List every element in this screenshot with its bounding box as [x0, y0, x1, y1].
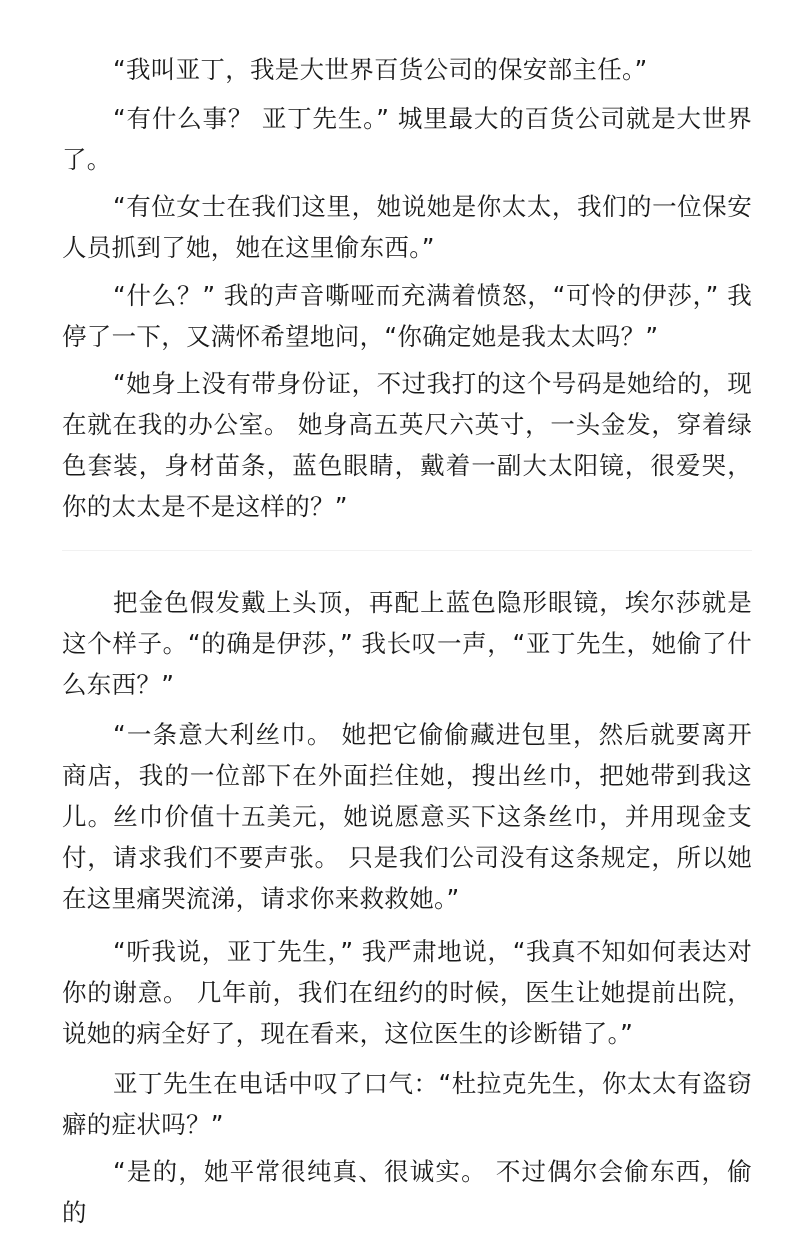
paragraph-10: “是的，她平常很纯真、很诚实。 不过偶尔会偷东西，偷的 [62, 1157, 752, 1227]
paragraph-3: “有位女士在我们这里，她说她是你太太，我们的一位保安人员抓到了她，她在这里偷东西。” [62, 192, 752, 262]
paragraph-9: 亚丁先生在电话中叹了口气：“杜拉克先生，你太太有盗窃癖的症状吗？” [62, 1069, 752, 1139]
paragraph-7: “一条意大利丝巾。 她把它偷偷藏进包里，然后就要离开商店，我的一位部下在外面拦住她，搜出丝巾，把她带到我这儿。丝巾价值十五美元，她说愿意买下这条丝巾，并用现金支付，请求我们不要声张。 只是我们公司没有这条规定，所以她在这里痛哭流涕，请求你来救救她。” [62, 720, 752, 913]
paragraph-6: 把金色假发戴上头顶，再配上蓝色隐形眼镜，埃尔莎就是这个样子。“的确是伊莎，” 我长叹一声，“亚丁先生，她偷了什么东西？” [62, 588, 752, 699]
paragraph-1: “我叫亚丁，我是大世界百货公司的保安部主任。” [113, 55, 648, 84]
paragraph-8: “听我说，亚丁先生，” 我严肃地说，“我真不知如何表达对你的谢意。 几年前，我们在纽约的时候，医生让她提前出院，说她的病全好了，现在看来，这位医生的诊断错了。” [62, 937, 752, 1048]
paragraph-2: “有什么事？ 亚丁先生。” 城里最大的百货公司就是大世界了。 [62, 104, 752, 174]
section-gap [62, 550, 752, 551]
paragraph-4: “什么？” 我的声音嘶哑而充满着愤怒，“可怜的伊莎，” 我停了一下，又满怀希望地问，“你确定她是我太太吗？” [62, 281, 752, 351]
paragraph-5: “她身上没有带身份证，不过我打的这个号码是她给的，现在就在我的办公室。 她身高五英尺六英寸，一头金发，穿着绿色套装，身材苗条，蓝色眼睛，戴着一副大太阳镜，很爱哭，你的太太是不是这样的？” [62, 369, 752, 521]
